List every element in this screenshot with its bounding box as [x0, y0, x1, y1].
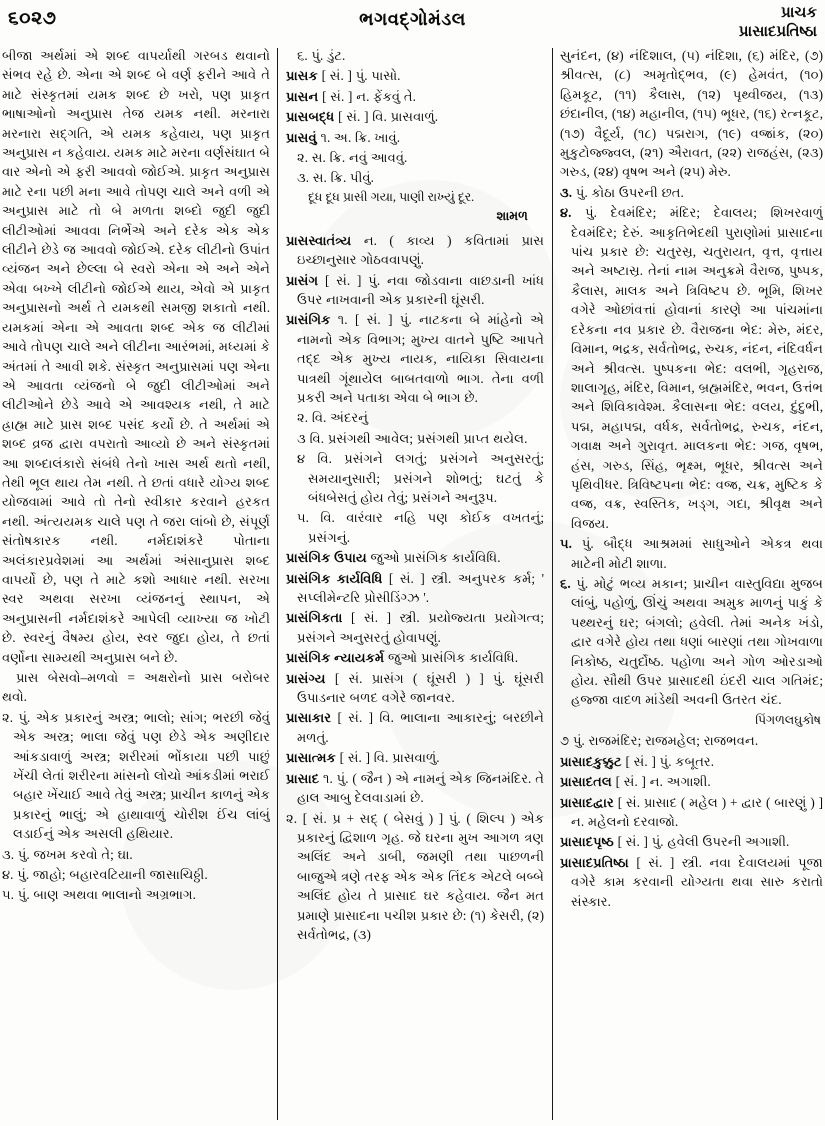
headword: પ્રાસવું	[286, 129, 317, 145]
entry-body: [ સં. ] સ્ત્રી. પ્રયોજ્યતા પ્રયોગત્વ; પ્રસંગને અનુસરતું હોવાપણું.	[297, 610, 544, 645]
headword: પ્રાસંગ	[286, 272, 319, 288]
running-head	[739, 4, 817, 42]
continued-type-list: સુનંદન, (૪) નંદિશાલ, (૫) નંદિશા, (૬) મંદિર, (૭) શ્રીવત્સ, (૮) અમૃતોદ્‌ભવ, (૯) હેમવંત, (૧૦) હિમકૂટ, (૧૧) કૈલાસ, (૧૨) પૃથ્વીજય, (૧૩) છંદાનીલ, (૧૪) મહાનીલ, (૧૫) ભૂધર, (૧૬) રત્નકૂટ, (૧૭) વૈદૂર્ય, (૧૮) પદ્મરાગ, (૧૯) વજ્રાંક, (૨૦) મુકુટોજ્જ્વલ, (૨૧) ઐરાવત, (૨૨) રાજહંસ, (૨૩) ગરુડ, (૨૪) વૃષભ અને (૨૫) મેરુ.	[560, 48, 823, 180]
column-3	[560, 46, 823, 1126]
entry-body: [ સં. ] પું. હવેલી ઉપરની અગાશી.	[617, 834, 790, 850]
entry-body: ૧. પું. ( જૈન ) એ નામનું એક જિનમંદિર. તે હાલ આબુ દેલવાડામાં છે.	[297, 770, 544, 806]
dictionary-entry	[286, 128, 544, 147]
quote-attribution: શામળ	[496, 208, 528, 223]
dictionary-entry	[286, 748, 544, 767]
entry-body: [ સં. ] સ્ત્રી. નવા દેવાલયમાં પૂજા વગેરે કામ કરવાની યોગ્યતા થવા સારુ કરાતો સંસ્કાર.	[571, 854, 823, 909]
sense-number: ૪.	[560, 205, 572, 221]
headword: પ્રાસાદકુક્કુટ	[560, 753, 622, 769]
entry-body: [ સં. ] વિ. ભાલાના આકારનું; બરછીને મળતું.	[297, 710, 544, 745]
sense-item: ૪ વિ. પ્રસંગને લગતું; પ્રસંગને અનુસરતું; સમયાનુસારી; પ્રસંગને શોભતું; ઘટતું કે બંધબેસતું હોય તેવું; પ્રસંગને અનુરૂપ.	[297, 451, 544, 505]
page-header	[0, 0, 825, 46]
dictionary-entry	[286, 87, 544, 106]
body-paragraph: બીજા અર્થમાં એ શબ્દ વાપર્યાથી ગરબડ થવાનો સંભવ રહે છે. એના એ શબ્દ બે વર્ણ ફરીને આવે તે માટે સંસ્કૃતમાં યમક શબ્દ છે ખરો, પણ પ્રાકૃત ભાષાઓનો અનુપ્રાસ તેજ યમક નથી. મરનારા મરનારા સદ્‌ગતિ, એ યમક કહેવાય, પણ પ્રાકૃત અનુપ્રાસ ન કહેવાય. યમક માટે મરના વર્ણસંઘાત બે વાર એનો એ ફરી આવવો જોઈ‍એ. પ્રાકૃત અનુપ્રાસ માટે રના પછી મના આવે તોપણ ચાલે અને વળી એ અનુપ્રાસ માટે તો બે મળતા શબ્દો જુદી જુદી લીટીઓમાં આવવા નિર્ભે‍એ અને દરેક એક એક લીટીને છેડે જ આવવો જોઈ‍એ. દરેક લીટીનો ઉપાંત વ્યંજન અને છેલ્લા બે સ્વરો એના એ અને એને એવા બખ્ખે લીટીનો જોઈ‍એ થાય, એવો એ પ્રાકૃત અનુપ્રાસનો અર્થ તે યમકથી સમજી શકાતો નથી. યમકમાં એના એ આવતા શબ્દ એક જ લીટીમાં આવે તોપણ ચાલે અને લીટીના આરંભમાં, મધ્યમાં કે અંતમાં તે આવી શકે. સંસ્કૃત અનુપ્રાસમાં પણ એના એ આવતા વ્યંજનો બે જુદી લીટીઓમાં અને લીટીઓને છેડે આવે એ આવશ્યક નથી, તે માટે હ્રાહ્મ માટે પ્રાસ શબ્દ પસંદ કર્યો છે. તે અર્થમાં એ શબ્દ વ્રજ દ્વારા વપરાતો આવ્યો છે અને સંસ્કૃતમાં આ શબ્દાલંકારો સંબંધે તેનો ખાસ અર્થ થતો નથી, તેથી ભૂલ થાય તેમ નથી. તે છતાં વધારે યોગ્ય શબ્દ યોજવામાં આવે તો તેનો સ્વીકાર કરવાને હરકત નથી. અંત્યયમક ચાલે પણ તે જરા લાંબો છે, સંપૂર્ણ સંતોષકારક નથી. નર્મદાશંકરે પોતાના અલંકારપ્રવેશમાં આ અર્થમાં અંસાનુપ્રાસ શબ્દ વાપર્યો છે, પણ તે માટે કશો આધાર નથી. સરખા સ્વર અથવા સરખા વ્યંજનનું સ્થાપન, એ અનુપ્રાસની નર્મદાશંકરે આપેલી વ્યાખ્યા જ ખોટી છે. સ્વરનું વૈષમ્ય હોય, સ્વર જુદા હોય, તે છતાં વર્ણોના સામ્યથી અનુપ્રાસ બને છે.	[2, 48, 270, 665]
prasa-idiom-line: પ્રાસ બેસવો–મળવો = અક્ષરોનો પ્રાસ બરોબર થવો.	[2, 670, 270, 705]
entry-body: [ સં. ] વિ. પ્રાસવાળું.	[339, 750, 440, 766]
dictionary-entry	[560, 752, 823, 771]
sense-number: ૬.	[560, 575, 571, 591]
headword: પ્રાસંગિક	[286, 312, 331, 328]
headword: પ્રાસાદ	[286, 770, 320, 786]
dictionary-entry	[286, 669, 544, 708]
entry-body: [ સં. ] ન. અગાશી.	[615, 774, 711, 790]
dictionary-entry	[286, 231, 544, 270]
entry-body: [ સં. પ્રાસાદ ( મહેલ ) + દ્વાર ( બારણું ) ] ન. મહેલનો દરવાજો.	[571, 794, 823, 830]
entry-body: [ સં. ] ન. ફેંકવું તે.	[322, 88, 416, 104]
column-divider-2	[552, 48, 553, 1120]
sense-text: પું. બૌદ્ધ આશ્રમમાં સાધુઓને એકત્ર થવા માટેની મોટી શાળા.	[571, 536, 823, 571]
entry-body: [ સં. ] પું. કબૂતર.	[625, 753, 715, 769]
sense-text: પું. મોટું ભવ્ય મકાન; પ્રાચીન વાસ્તુવિદ્યા મુજબ લાંબું, પહોળું, ઊંચું અથવા અમુક માળનું પાકું કે પથ્થરનું ઘર; બંગલો; હવેલી. તેમાં અનેક ખંડો, દ્વાર વગેરે હોય તથા ધણાં બારણાં તથા ગોખવાળા નિકોષ્ઠ, ચતુર્દોષ્ઠ. પહોળા અને ગોળ ઓરડાઓ હોય. સૌથી ઉપર પ્રાસાદથી ઇંદરી ચાલ ગતિમંદ; હજ્જા વાદળ માંડેથી અવની ઉતરત ચંદ.	[571, 575, 823, 708]
dictionary-entry	[560, 853, 823, 911]
dictionary-entry	[286, 608, 544, 647]
dictionary-entry	[286, 648, 544, 667]
dictionary-entry	[286, 769, 544, 808]
sense-text: પું. દેવમંદિર; મંદિર; દેવાલય; શિખરવાળું દેવમંદિર; દેરું. આકૃતિભેદથી પુરાણોમાં પ્રાસાદના પાંચ પ્રકાર છે: ચતુરસ્ર, ચતુરાયત, વૃત્ત, વૃત્તાય અને અષ્ટાસ્ર. તેનાં નામ અનુક્રમે વૈરાજ, પુષ્પક, કૈલાસ, માલક અને ત્રિવિષ્ટપ છે. ભૂમિ, શિખર વગેરે ઓછાંવત્તાં હોવાનાં કારણે આ પાંચમાંના દરેકના નવ પ્રકાર છે. વૈરાજના ભેદ: મેરુ, મંદર, વિમાન, ભદ્રક, સર્વતોભદ્ર, રુચક, નંદન, નંદિવર્ધન અને શ્રીવત્સ. પુષ્પકના ભેદ: વલભી, ગૃહરાજ, શાલાગૃહ, મંદિર, વિમાન, બ્રહ્મમંદિર, ભવન, ઉત્તંભ અને શિવિકાવેશ્મ. કૈલાસના ભેદ: વલય, દુંદુભી, પદ્મ, મહાપદ્મ, વર્ધક, સર્વતોભદ્ર, રુચક, નંદન, ગવાક્ષ અને ગુરાવૃત. માલકના ભેદ: ગજ, વૃષભ, હંસ, ગરુડ, સિંહ, ભૃક્ષ્મ, ભૂધર, શ્રીવત્સ અને પૃથિવીધર. ત્રિવિષ્ટપના ભેદ: વજ્ર, ચક્ર, મુષ્ટિક કે વજ્ર, વક્ર, સ્વસ્તિક, ખડ્‌ગ, ગદા, શ્રીવૃક્ષ અને વિજય.	[571, 205, 823, 531]
entry-body: ૧. અ. ક્રિ. ખાવું.	[320, 129, 401, 145]
sense-item: ૨. સ. ક્રિ. નવું આવવું.	[297, 150, 408, 166]
headword: પ્રાસાદતલ	[560, 774, 612, 790]
entry-body: [ સં. ] સ્ત્રી. અનુપરક કર્મ; ' સપ્લીમેન્ટરિ પ્રોસીડિંગ્ઝ '.	[297, 570, 544, 606]
sense-item: ૩. સ. ક્રિ. પીવું.	[297, 170, 374, 186]
headword: પ્રાસંગિક કાર્યવિધિ	[286, 570, 383, 586]
sense-number: ૩.	[560, 184, 573, 200]
headword: પ્રાસક	[286, 68, 318, 84]
sense-item: ૨. વિ. અંદરનું	[297, 410, 369, 426]
entry-body: [ સં. ] પું. નવા જોડવાના વાછડાની ખાંધ ઉપર નાખવાની એક પ્રકારની ઘૂંસરી.	[297, 272, 544, 307]
sense-item: ૫. પું. બાણ અથવા ભાલાનો અગ્રભાગ.	[2, 887, 196, 903]
entry-body: ન. ( કાવ્ય ) કવિતામાં પ્રાસ ઇચ્છાનુસાર ગોઠવવાપણું.	[297, 232, 544, 268]
column-area	[0, 46, 825, 1126]
dictionary-entry	[286, 66, 544, 85]
source-citation: પિંગળલઘુકોષ	[755, 712, 821, 727]
sense-text: પું. કોઠા ઉપરની છત.	[575, 184, 684, 200]
column-1	[2, 46, 270, 1126]
dictionary-entry	[286, 310, 544, 407]
sense-item: ૬. પું. ડુંટ.	[297, 48, 346, 63]
headword: પ્રાસાદપ્રતિષ્ઠા	[560, 854, 629, 870]
sense-item: ૨. પું. એક પ્રકારનું અસ્ત્ર; ભાલો; સાંગ; ભરછી જેવું એક અસ્ત્ર; ભાલા જેવું પણ છેડે એક અણીદાર આંકડાવાળું અસ્ત્ર; શરીરમાં ભોંકાયા પછી પાછું ખેંચી લેતાં શરીરના માંસનો લોચો આંકડીમાં ભરાઈ બહાર ખેંચાઈ આવે તેવું અસ્ત્ર; પ્રાચીન કાળનું એક પ્રકારનું ભાલું; એ હાથાવાળું ચોરીશ ઈંચ લાંબું લડાઈનું એક અસલી હથિયાર.	[2, 709, 270, 842]
dictionary-title: ભગવદ્‌ગોમંડલ	[359, 9, 466, 29]
dictionary-entry	[286, 548, 544, 567]
headword: પ્રાસાદદ્વાર	[560, 794, 614, 810]
dictionary-entry	[286, 107, 544, 126]
illustrative-quote: દૂધ દૂધ પ્રાસી ગયા, પાણી રાખ્યું દૂર.	[308, 189, 475, 204]
sense-item: ૫. વિ. વારંવાર નહિ પણ કોઈક વખતનું; પ્રસંગનું.	[297, 510, 544, 545]
column-divider-1	[277, 48, 278, 1120]
entry-body: જુઓ પ્રાસંગિક કાર્યવિધિ.	[388, 650, 519, 666]
dictionary-entry	[286, 569, 544, 608]
headword: પ્રાસાત્મક	[286, 750, 336, 766]
headword: પ્રાસબદ્ધ	[286, 109, 335, 125]
dictionary-entry	[560, 832, 823, 851]
sense-number: ૫.	[560, 536, 572, 552]
headword: પ્રાસંગિક ન્યાયકર્મ	[286, 650, 385, 666]
sense-item	[560, 534, 823, 573]
entry-body: [ સં. ] પું. પાસો.	[321, 68, 401, 84]
headword: પ્રાસંગિક ઉપાય	[286, 550, 367, 566]
headword: પ્રાસંગ્ય	[286, 670, 326, 686]
headword: પ્રાસસ્વાતંત્ર્ય	[286, 232, 352, 248]
running-head-bottom: પ્રાસાદપ્રતિષ્ઠા	[738, 23, 817, 40]
entry-body: [ સં. પ્રાસંગ ( ઘૂંસરી ) ] પું. ઘૂંસરી ઉપાડનાર બળદ વગેરે જાનવર.	[297, 670, 544, 706]
entry-body: જુઓ પ્રાસંગિક કાર્યવિધિ.	[370, 550, 501, 566]
dictionary-entry	[286, 708, 544, 747]
sense-item: ૨. [ સં. પ્ર + સદ્ ( બેસવું ) ] પું. ( શિલ્પ ) એક પ્રકારનું દ્વિશાળ ગૃહ. જે ઘરના મુખ આગળ ત્રણ અલિંદ અને ડાબી, જમણી તથા પાછળની બાજુએ ત્રણે તરફ એક એક તિંદક એટલે બબ્બે અલિંદ હોય તે પ્રાસાદ ઘર કહેવાય. જૈન મત પ્રમાણે પ્રાસાદના પચીશ પ્રકાર છે: (૧) કેસરી, (૨) સર્વતોભદ્ર, (૩)	[286, 810, 544, 942]
sense-item	[560, 183, 823, 202]
column-2	[286, 46, 544, 1126]
sense-item: ૩ વિ. પ્રસંગથી આવેલ; પ્રસંગથી પ્રાપ્ત થયેલ.	[297, 430, 528, 446]
sense-item	[560, 574, 823, 710]
sense-item: ૩. પું. જખમ કરવો તે; ઘા.	[2, 846, 133, 862]
dictionary-entry	[560, 772, 823, 791]
dictionary-entry	[560, 793, 823, 832]
sense-item: ૭ પું. રાજમંદિર; રાજમહેલ; રાજભવન.	[560, 733, 759, 749]
headword: પ્રાસન	[286, 88, 319, 104]
sense-item: ૪. પું. જાહો; બહારવટિયાની જાસાચિઠ્ઠી.	[2, 867, 208, 883]
entry-body: [ સં. ] વિ. પ્રાસવાળું.	[338, 109, 439, 125]
page-number: ૬૦૨૭	[8, 8, 57, 29]
entry-body: ૧. [ સં. ] પું. નાટકના બે માંહેનો એ નામનો એક વિભાગ; મુખ્ય વાતને પુષ્ટિ આપતે તદ્દ એક મુખ્ય નાયક, નાયિકા સિવાયના પાત્રથી ગૂંથાયેલ બાબતવાળો ભાગ. તેના વળી પ્રકરી અને પતાકા એવા બે ભાગ છે.	[297, 312, 544, 405]
headword: પ્રાસાકાર	[286, 710, 332, 726]
dictionary-entry	[286, 271, 544, 310]
headword: પ્રાસંગિકતા	[286, 610, 343, 626]
running-head-top: પ્રાચક	[780, 5, 817, 21]
headword: પ્રાસાદપૃષ્ઠ	[560, 834, 614, 850]
sense-item	[560, 203, 823, 533]
